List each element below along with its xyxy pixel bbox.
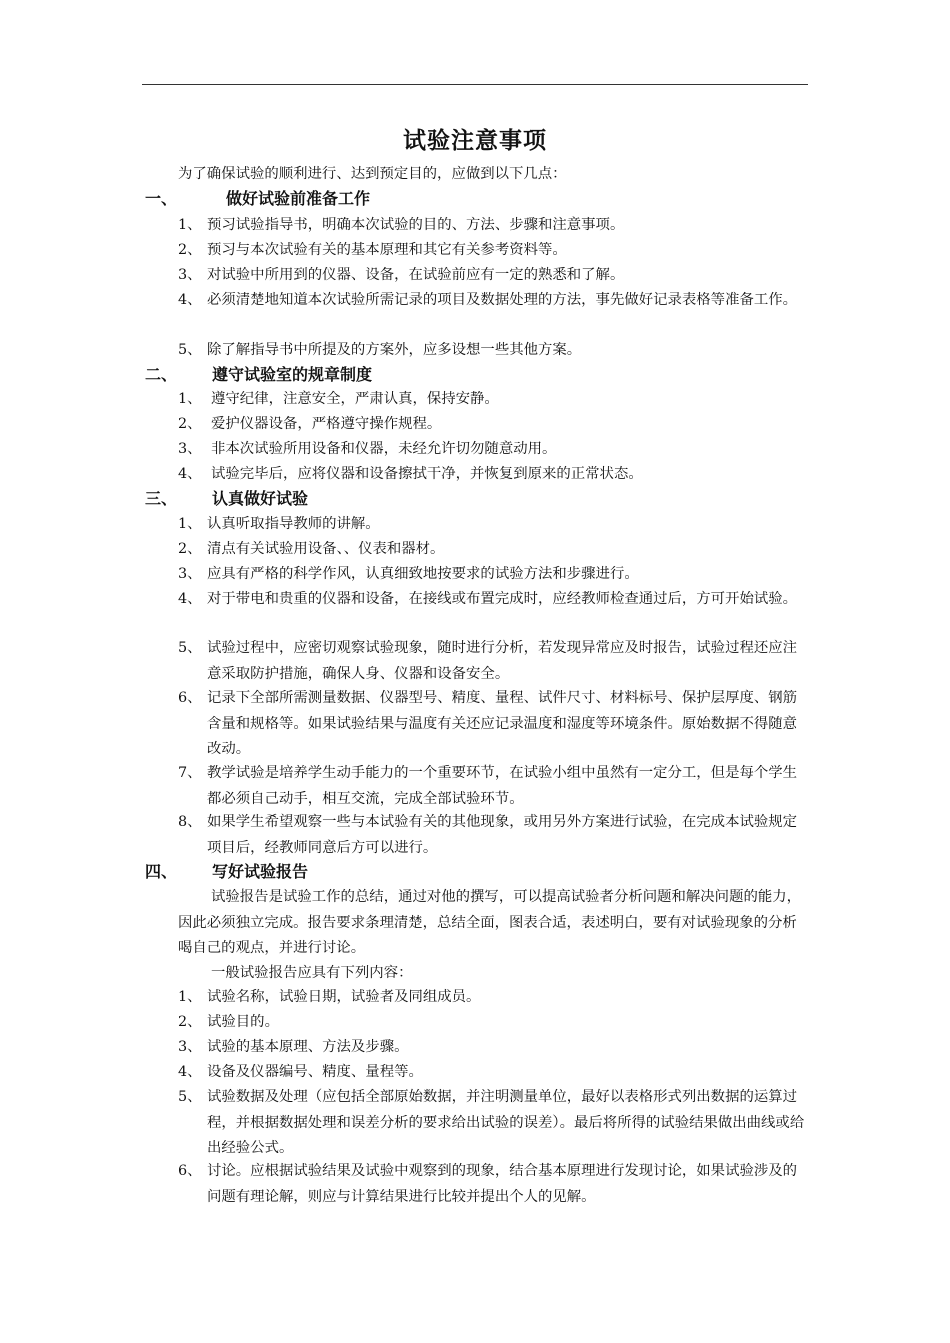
item-number: 7、 [178,765,202,781]
list-item [178,412,808,438]
item-text: 试验完毕后，应将仪器和设备擦拭干净，并恢复到原来的正常状态。 [211,466,643,482]
list-item [178,562,808,588]
report-paragraph: 试验报告是试验工作的总结，通过对他的撰写，可以提高试验者分析问题和解决问题的能力，因此必须独立完成。报告要求条理清楚，总结全面，图表合适，表述明白，要有对试验现象的分析喝自己的观点，并进行讨论。 [178,889,802,956]
item-number: 6、 [178,1163,202,1179]
item-text: 试验过程中，应密切观察试验现象，随时进行分析，若发现异常应及时报告，试验过程还应注意采取防护措施，确保人身、仪器和设备安全。 [207,640,798,682]
item-text: 除了解指导书中所提及的方案外，应多设想一些其他方案。 [207,342,582,358]
item-text: 清点有关试验用设备、、仪表和器材。 [207,541,445,557]
item-number: 2、 [178,416,202,432]
item-number: 1、 [178,391,202,407]
list-item [178,1010,808,1036]
list-item [178,462,808,488]
item-text: 如果学生希望观察一些与本试验有关的其他现象，或用另外方案进行试验，在完成本试验规定项目后，经教师同意后方可以进行。 [207,814,798,856]
item-text: 试验数据及处理（应包括全部原始数据，并注明测量单位，最好以表格形式列出数据的运算过程，并根据数据处理和误差分析的要求给出试验的误差）。最后将所得的试验结果做出曲线或给出经验公式。 [207,1089,805,1156]
item-text: 遵守纪律，注意安全，严肃认真，保持安静。 [211,391,499,407]
item-text: 预习试验指导书，明确本次试验的目的、方法、步骤和注意事项。 [207,217,625,233]
list-item [178,1060,808,1086]
item-text: 记录下全部所需测量数据、仪器型号、精度、量程、试件尺寸、材料标号、保护层厚度、钢筋含量和规格等。如果试验结果与温度有关还应记录温度和湿度等环境条件。原始数据不得随意改动。 [207,690,798,757]
list-item [178,686,808,763]
section-number: 三、 [145,489,178,508]
item-number: 3、 [178,267,202,283]
item-text: 预习与本次试验有关的基本原理和其它有关参考资料等。 [207,242,567,258]
list-item [178,238,808,264]
list-item [178,437,808,463]
item-number: 4、 [178,292,202,308]
header-rule [142,84,808,85]
item-text: 必须清楚地知道本次试验所需记录的项目及数据处理的方法，事先做好记录表格等准备工作。 [207,292,798,308]
item-number: 1、 [178,989,202,1005]
item-text: 试验目的。 [207,1014,279,1030]
item-text: 爱护仪器设备，严格遵守操作规程。 [211,416,442,432]
item-text: 对试验中所用到的仪器、设备，在试验前应有一定的熟悉和了解。 [207,267,625,283]
list-item [178,985,808,1011]
section-title: 做好试验前准备工作 [226,189,371,208]
list-item [178,338,808,364]
item-text: 试验的基本原理、方法及步骤。 [207,1039,409,1055]
item-number: 4、 [178,466,202,482]
report-contents-intro: 一般试验报告应具有下列内容： [211,965,413,981]
list-item [178,387,808,413]
item-text: 认真听取指导教师的讲解。 [207,516,380,532]
item-text: 非本次试验所用设备和仪器，未经允许切勿随意动用。 [211,441,557,457]
item-number: 2、 [178,541,202,557]
item-text: 设备及仪器编号、精度、量程等。 [207,1064,423,1080]
section-number: 二、 [145,365,178,384]
item-text: 讨论。应根据试验结果及试验中观察到的现象，结合基本原理进行发现讨论，如果试验涉及的问题有理论解，则应与计算结果进行比较并提出个人的见解。 [207,1163,798,1205]
item-number: 8、 [178,814,202,830]
list-item [178,1159,808,1210]
item-number: 1、 [178,516,202,532]
list-item [178,1085,808,1162]
item-number: 5、 [178,342,202,358]
item-number: 4、 [178,1064,202,1080]
item-number: 5、 [178,1089,202,1105]
section-title: 遵守试验室的规章制度 [212,365,373,384]
item-text: 教学试验是培养学生动手能力的一个重要环节，在试验小组中虽然有一定分工，但是每个学生都必须自己动手，相互交流，完成全部试验环节。 [207,765,798,807]
item-number: 3、 [178,1039,202,1055]
item-number: 5、 [178,640,202,656]
item-number: 2、 [178,1014,202,1030]
list-item [178,636,808,687]
item-number: 4、 [178,591,202,607]
list-item [178,288,808,314]
list-item [178,213,808,239]
item-text: 试验名称，试验日期，试验者及同组成员。 [207,989,481,1005]
list-item [178,761,808,812]
list-item [178,810,808,861]
list-item [178,587,808,613]
section-title: 写好试验报告 [212,862,309,881]
item-number: 2、 [178,242,202,258]
section-number: 四、 [145,862,178,881]
list-item [178,512,808,538]
page-title: 试验注意事项 [403,128,547,154]
item-number: 3、 [178,441,202,457]
list-item [178,1035,808,1061]
item-number: 3、 [178,566,202,582]
intro-text: 为了确保试验的顺利进行、达到预定目的，应做到以下几点： [178,166,567,182]
list-item [178,263,808,289]
section-title: 认真做好试验 [212,489,309,508]
item-text: 应具有严格的科学作风，认真细致地按要求的试验方法和步骤进行。 [207,566,639,582]
section-number: 一、 [145,189,178,208]
item-text: 对于带电和贵重的仪器和设备，在接线或布置完成时，应经教师检查通过后，方可开始试验。 [207,591,798,607]
item-number: 1、 [178,217,202,233]
list-item [178,537,808,563]
item-number: 6、 [178,690,202,706]
